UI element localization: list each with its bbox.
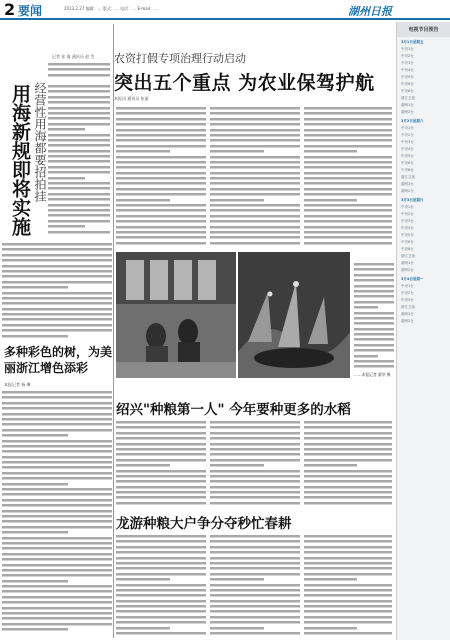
story3-headline: 龙游种粮大户争分夺秒忙春耕 xyxy=(116,516,292,532)
sidebar-item: 湖州2台 xyxy=(401,268,414,272)
left-headline-2: 多种彩色的树，为美丽浙江增色添彩 xyxy=(4,345,113,375)
sidebar-item: 中央5台 xyxy=(401,154,414,158)
left-intro-text xyxy=(48,62,110,82)
sidebar-item: 中央2台 xyxy=(401,133,414,137)
story3-col-2 xyxy=(210,534,300,638)
left-byline-2: 本报记者 杨 琳 xyxy=(4,382,31,387)
sidebar-item: 浙江卫视 xyxy=(401,254,415,258)
sidebar-item: 中央6台 xyxy=(401,240,414,244)
story3-col-3 xyxy=(304,534,392,638)
sidebar-item: 湖州1台 xyxy=(401,103,414,107)
sidebar-item: 中央3台 xyxy=(401,140,414,144)
main-body-col-2 xyxy=(210,106,300,250)
sidebar-item: 浙江卫视 xyxy=(401,96,415,100)
sidebar-item: 中央2台 xyxy=(401,212,414,216)
photo-2-image xyxy=(238,252,350,378)
left-column xyxy=(2,26,112,638)
sidebar-item: 中央6台 xyxy=(401,161,414,165)
sidebar-item: 3月1日星期五 xyxy=(401,40,424,44)
photo-caption-credit: ……本报记者 董华 摄 xyxy=(354,372,391,377)
main-headline: 突出五个重点 为农业保驾护航 xyxy=(114,72,375,94)
sidebar-item: 中央6台 xyxy=(401,82,414,86)
story2-col-1 xyxy=(116,420,206,508)
sidebar-item: 浙江卫视 xyxy=(401,305,415,309)
sidebar-item: 中央2台 xyxy=(401,291,414,295)
story2-headline: 绍兴"种粮第一人" 今年要种更多的水稻 xyxy=(116,402,351,418)
main-photo-1 xyxy=(116,252,236,378)
photo-caption xyxy=(354,262,394,378)
tv-schedule-sidebar xyxy=(396,22,450,640)
sidebar-item: 中央5台 xyxy=(401,233,414,237)
sidebar-item: 中央8台 xyxy=(401,247,414,251)
photo-1-image xyxy=(116,252,236,378)
sidebar-list xyxy=(397,39,450,325)
sidebar-item: 中央3台 xyxy=(401,298,414,302)
sidebar-item: 中央3台 xyxy=(401,219,414,223)
left-byline: 记者 张 倩 通讯员 赵 笠 xyxy=(52,54,95,59)
page-number: 2 xyxy=(4,0,16,19)
sidebar-item: 中央5台 xyxy=(401,75,414,79)
main-byline: 本报讯 通讯员 张丽 xyxy=(114,96,149,101)
column-divider xyxy=(113,24,114,638)
left-body-text-2 xyxy=(2,242,112,340)
sidebar-item: 3月4日星期一 xyxy=(401,277,424,281)
sidebar-item: 中央1台 xyxy=(401,205,414,209)
masthead-meta: 2013.2.27 编辑：… 版式：… 电话：… E-mail：… xyxy=(64,6,158,11)
main-photo-2 xyxy=(238,252,350,378)
left-body-text-1 xyxy=(48,84,110,240)
main-body-col-3 xyxy=(304,106,392,250)
left-body-text-3 xyxy=(2,390,112,636)
sidebar-item: 中央4台 xyxy=(401,147,414,151)
paper-logo: 湖州日报 xyxy=(348,5,392,18)
sidebar-item: 3月3日星期日 xyxy=(401,198,424,202)
sidebar-item: 湖州1台 xyxy=(401,261,414,265)
sidebar-item: 湖州1台 xyxy=(401,182,414,186)
sidebar-item: 浙江卫视 xyxy=(401,175,415,179)
sidebar-item: 湖州2台 xyxy=(401,189,414,193)
story3-col-1 xyxy=(116,534,206,638)
sidebar-title: 电视节目预告 xyxy=(397,22,450,37)
main-kicker: 农资打假专项治理行动启动 xyxy=(114,52,246,65)
masthead xyxy=(0,0,450,20)
sidebar-item: 中央4台 xyxy=(401,68,414,72)
main-body-col-1 xyxy=(116,106,206,250)
sidebar-item: 湖州2台 xyxy=(401,110,414,114)
sidebar-item: 中央8台 xyxy=(401,89,414,93)
main-body-col-3b xyxy=(304,252,305,253)
sidebar-item: 中央8台 xyxy=(401,168,414,172)
sidebar-item: 3月2日星期六 xyxy=(401,119,424,123)
sidebar-item: 湖州2台 xyxy=(401,319,414,323)
story2-col-2 xyxy=(210,420,300,508)
sidebar-item: 中央3台 xyxy=(401,61,414,65)
sidebar-item: 湖州1台 xyxy=(401,312,414,316)
section-title: 要闻 xyxy=(18,4,43,18)
sidebar-item: 中央1台 xyxy=(401,284,414,288)
sidebar-item: 中央2台 xyxy=(401,54,414,58)
sidebar-item: 中央4台 xyxy=(401,226,414,230)
left-subheadline: 经营性用海都要招拍挂 xyxy=(33,82,47,202)
story2-col-3 xyxy=(304,420,392,508)
sidebar-item: 中央1台 xyxy=(401,47,414,51)
sidebar-item: 中央1台 xyxy=(401,126,414,130)
left-headline: 用海新规即将实施 xyxy=(9,84,31,236)
